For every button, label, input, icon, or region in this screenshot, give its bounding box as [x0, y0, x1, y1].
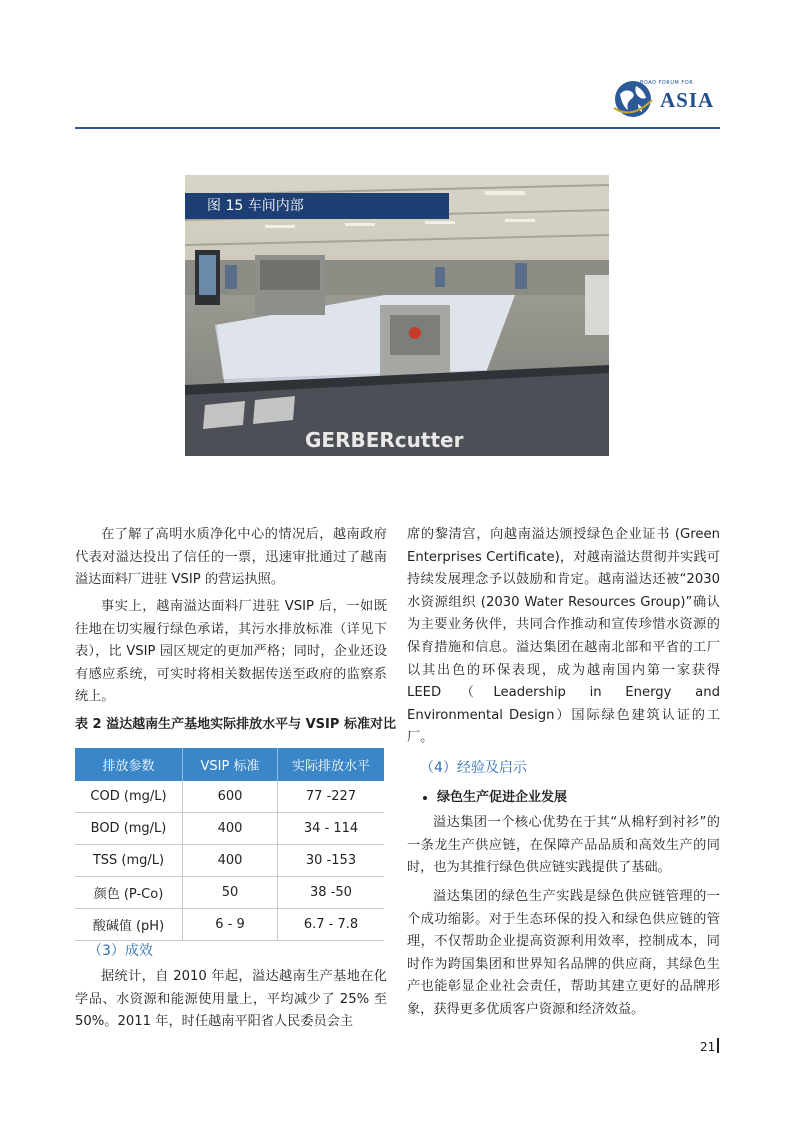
- table-cell: 34 - 114: [278, 813, 385, 845]
- table-header-cell: 排放参数: [75, 748, 183, 781]
- table-cell: BOD (mg/L): [75, 813, 183, 845]
- figure-caption: 图 15 车间内部: [185, 193, 449, 219]
- page-number: 21: [700, 1040, 716, 1054]
- logo-subtitle: BOAO FORUM FOR: [640, 80, 694, 86]
- table-row: [75, 877, 384, 909]
- table-row: [75, 813, 384, 845]
- table-cell: 400: [183, 845, 278, 877]
- table-cell: 400: [183, 813, 278, 845]
- table-cell: 38 -50: [278, 877, 385, 909]
- table-cell: 酸碱值 (pH): [75, 909, 183, 941]
- header-rule: [75, 127, 720, 129]
- table-cell: TSS (mg/L): [75, 845, 183, 877]
- table-cell: 6.7 ‐ 7.8: [278, 909, 385, 941]
- logo-title: ASIA: [660, 88, 715, 112]
- bullet-dot-icon: [423, 796, 427, 800]
- section-3-heading: （3）成效: [88, 943, 153, 959]
- left-paragraph-3: 据统计，自 2010 年起，溢达越南生产基地在化学品、水资源和能源使用量上，平均减少了 25% 至 50%。2011 年，时任越南平阳省人民委员会主: [75, 969, 387, 1030]
- table-header-row: [75, 748, 384, 781]
- table-cell: 30 -153: [278, 845, 385, 877]
- table-row: [75, 909, 384, 941]
- section-4-heading: （4）经验及启示: [420, 760, 527, 776]
- table-row: [75, 845, 384, 877]
- right-paragraph-2: 溢达集团一个核心优势在于其“从棉籽到衬衫”的一条龙生产供应链，在保障产品品质和高效生产的同时，也为其推行绿色供应链实践提供了基础。: [407, 815, 720, 876]
- left-paragraph-1: 在了解了高明水质净化中心的情况后，越南政府代表对溢达投出了信任的一票，迅速审批通过了越南溢达面料厂进驻 VSIP 的营运执照。: [75, 527, 387, 588]
- table-title: 表 2 溢达越南生产基地实际排放水平与 VSIP 标准对比: [75, 717, 396, 732]
- table-cell: 77 -227: [278, 781, 385, 813]
- right-paragraph-1: 席的黎清宫，向越南溢达颁授绿色企业证书 (Green Enterprises Certificate)，对越南溢达贯彻并实践可持续发展理念予以鼓励和肯定。越南溢达还被“2030 水资源组织 (2030 Water Resources Group)”确认为主要业务伙伴，共同合作推动和宣传珍惜水资源的保育措施和信息。溢达集团在越南北部和平省的工厂以其出色的环保表现，成为越南国内第一家获得 LEED（Leadership in Energy and Environmental Design）国际绿色建筑认证的工厂。: [407, 527, 720, 746]
- table-header-cell: 实际排放水平: [278, 748, 385, 781]
- bullet-item: [423, 786, 567, 805]
- left-paragraph-2: 事实上，越南溢达面料厂进驻 VSIP 后，一如既往地在切实履行绿色承诺，其污水排放标准（详见下表），比 VSIP 园区规定的更加严格；同时，企业还设有感应系统，可实时将相关数据传送至政府的监察系统上。: [75, 599, 387, 705]
- table-cell: 6 ‐ 9: [183, 909, 278, 941]
- page-number-bar: [717, 1038, 719, 1053]
- table-row: [75, 781, 384, 813]
- table-cell: 600: [183, 781, 278, 813]
- table-header-cell: VSIP 标准: [183, 748, 278, 781]
- machine-label: GERBERcutter: [305, 428, 464, 452]
- table-cell: 50: [183, 877, 278, 909]
- table-cell: 颜色 (P-Co): [75, 877, 183, 909]
- emission-table: [75, 748, 384, 941]
- bullet-text: 绿色生产促进企业发展: [437, 790, 568, 805]
- right-paragraph-3: 溢达集团的绿色生产实践是绿色供应链管理的一个成功缩影。对于生态环保的投入和绿色供应链的管理，不仅帮助企业提高资源利用效率，控制成本，同时作为跨国集团和世界知名品牌的供应商，其绿色生产也能彰显企业社会责任，帮助其建立更好的品牌形象，获得更多优质客户资源和经济效益。: [407, 889, 720, 1017]
- table-cell: COD (mg/L): [75, 781, 183, 813]
